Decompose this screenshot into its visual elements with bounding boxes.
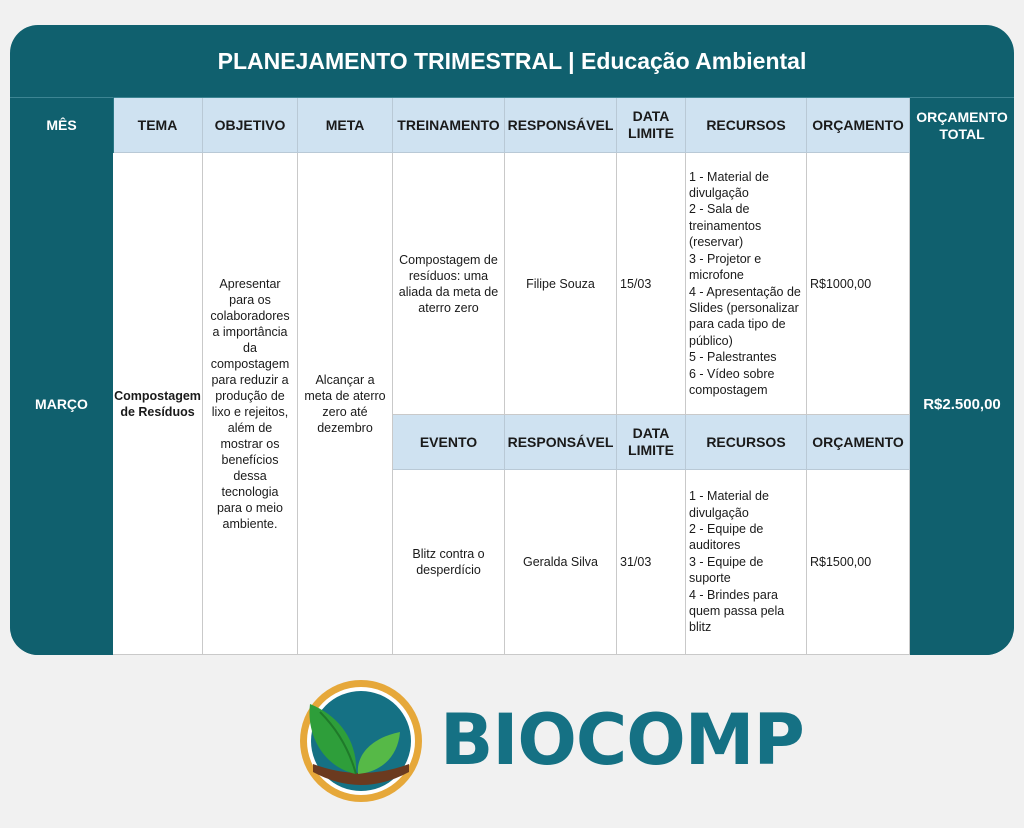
training-name: Compostagem de resíduos: uma aliada da meta de aterro zero xyxy=(393,153,505,415)
training-responsavel: Filipe Souza xyxy=(505,153,617,415)
row-objetivo: Apresentar para os colaboradores a importância da compostagem para reduzir a produção de lixo e rejeitos, além de mostrar os benefícios dessa tecnologia para o meio ambiente. xyxy=(203,153,298,655)
row-tema: Compostagem de Resíduos xyxy=(113,153,203,655)
header-data-limite: DATA LIMITE xyxy=(617,98,686,153)
planning-sheet xyxy=(10,25,1014,655)
header-treinamento: TREINAMENTO xyxy=(393,98,505,153)
header-tema: TEMA xyxy=(113,98,203,153)
row-meta: Alcançar a meta de aterro zero até dezembro xyxy=(298,153,393,655)
training-recursos: 1 - Material de divulgação 2 - Sala de treinamentos (reservar) 3 - Projetor e microfone 4 - Apresentação de Slides (personalizar para cada tipo de público) 5 - Palestrantes 6 - Vídeo sobre compostagem xyxy=(686,153,807,415)
training-data: 15/03 xyxy=(617,153,686,415)
header-mes: MÊS xyxy=(10,98,113,153)
event-responsavel: Geralda Silva xyxy=(505,470,617,655)
event-header-recursos: RECURSOS xyxy=(686,415,807,470)
event-recursos: 1 - Material de divulgação 2 - Equipe de auditores 3 - Equipe de suporte 4 - Brindes para quem passa pela blitz xyxy=(686,470,807,655)
header-orcamento-total: ORÇAMENTO TOTAL xyxy=(910,98,1014,153)
event-header-evento: EVENTO xyxy=(393,415,505,470)
event-data: 31/03 xyxy=(617,470,686,655)
header-recursos: RECURSOS xyxy=(686,98,807,153)
event-header-orcamento: ORÇAMENTO xyxy=(807,415,910,470)
header-meta: META xyxy=(298,98,393,153)
training-orcamento: R$1000,00 xyxy=(807,153,910,415)
event-name: Blitz contra o desperdício xyxy=(393,470,505,655)
header-objetivo: OBJETIVO xyxy=(203,98,298,153)
event-header-responsavel: RESPONSÁVEL xyxy=(505,415,617,470)
event-header-data-limite: DATA LIMITE xyxy=(617,415,686,470)
row-orcamento-total: R$2.500,00 xyxy=(910,153,1014,655)
row-mes: MARÇO xyxy=(10,153,113,655)
event-orcamento: R$1500,00 xyxy=(807,470,910,655)
header-orcamento: ORÇAMENTO xyxy=(807,98,910,153)
header-responsavel: RESPONSÁVEL xyxy=(505,98,617,153)
header-divider xyxy=(113,97,114,153)
page-title: PLANEJAMENTO TRIMESTRAL | Educação Ambiental xyxy=(217,47,807,74)
brand-name: BIOCOMP xyxy=(440,699,804,781)
